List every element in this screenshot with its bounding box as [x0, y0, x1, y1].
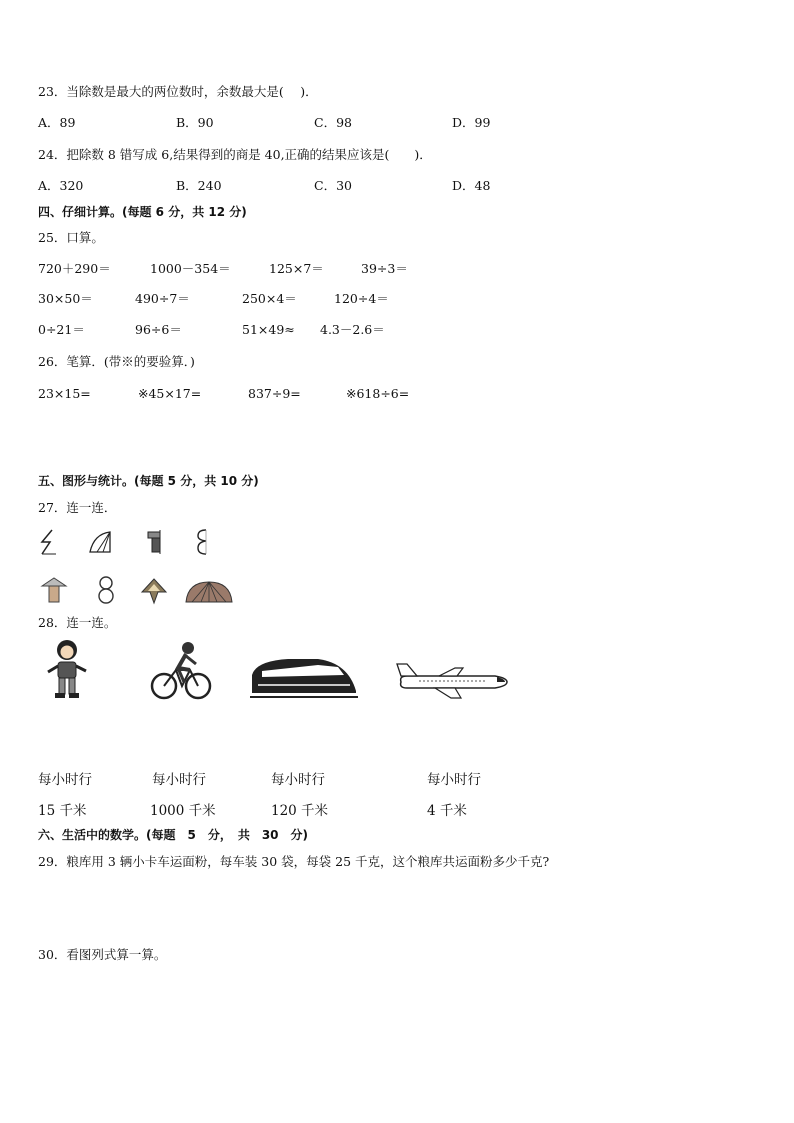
- q26-item: 837÷9=: [248, 386, 301, 401]
- q28-speed-labels: [0, 772, 794, 788]
- q25-row-3: [0, 322, 794, 338]
- q24-stem: 24．把除数 8 错写成 6,结果得到的商是 40,正确的结果应该是( )．: [38, 147, 432, 162]
- q23-option-b: B．90: [176, 115, 214, 130]
- q23-option-d: D．99: [452, 115, 491, 130]
- half-lightning-icon: [38, 528, 60, 556]
- q25-item: 125×7＝: [269, 261, 324, 276]
- half-umbrella-icon: [88, 530, 114, 554]
- section-4-title: 四、仔细计算。(每题 6 分，共 12 分): [38, 205, 247, 219]
- q25-stem: 25．口算。: [38, 230, 104, 245]
- q28-stem: 28．连一连。: [38, 615, 117, 630]
- cyclist-icon: [150, 640, 212, 702]
- q25-row-1: [0, 261, 794, 277]
- q25-item: 1000－354＝: [150, 261, 231, 276]
- q25-item: 96÷6＝: [135, 322, 182, 337]
- section-5-title: 五、图形与统计。(每题 5 分，共 10 分): [38, 474, 259, 488]
- q25-item: 490÷7＝: [135, 291, 190, 306]
- q24-option-c: C．30: [314, 178, 352, 193]
- q24-option-a: A．320: [38, 178, 84, 193]
- q28-speed-values: [0, 803, 794, 819]
- q25-item: 51×49≈: [242, 322, 295, 337]
- q23-stem: 23．当除数是最大的两位数时，余数最大是( )．: [38, 84, 318, 99]
- q25-item: 720＋290＝: [38, 261, 111, 276]
- q24-option-d: D．48: [452, 178, 491, 193]
- q25-item: 39÷3＝: [361, 261, 408, 276]
- full-umbrella-icon: [184, 580, 234, 604]
- speed-value: 1000 千米: [150, 803, 216, 819]
- speed-label: 每小时行: [38, 772, 92, 788]
- high-speed-train-icon: [248, 655, 358, 700]
- speed-value: 15 千米: [38, 803, 87, 819]
- q23-option-a: A．89: [38, 115, 76, 130]
- q26-stem: 26．笔算．(带※的要验算．): [38, 354, 195, 369]
- section-6-title: 六、生活中的数学。(每题 5 分， 共 30 分): [38, 828, 309, 842]
- q29-stem: 29．粮库用 3 辆小卡车运面粉，每车装 30 袋，每袋 25 千克，这个粮库共运面粉多少千克?: [38, 854, 550, 869]
- speed-label: 每小时行: [271, 772, 325, 788]
- full-lightning-icon: [140, 578, 168, 604]
- full-eight-icon: [96, 575, 116, 605]
- q25-row-2: [0, 291, 794, 307]
- speed-label: 每小时行: [152, 772, 206, 788]
- q25-item: 250×4＝: [242, 291, 297, 306]
- q25-item: 30×50＝: [38, 291, 93, 306]
- speed-value: 4 千米: [427, 803, 467, 819]
- full-house-icon: [40, 576, 68, 604]
- q23-option-c: C．98: [314, 115, 352, 130]
- q26-item: 23×15=: [38, 386, 91, 401]
- half-eight-icon: [196, 528, 210, 556]
- speed-label: 每小时行: [427, 772, 481, 788]
- q23-options: [0, 115, 794, 131]
- q26-items: [0, 386, 794, 402]
- q27-stem: 27．连一连．: [38, 500, 117, 515]
- speed-value: 120 千米: [271, 803, 329, 819]
- q25-item: 4.3－2.6＝: [320, 322, 385, 337]
- q25-item: 0÷21＝: [38, 322, 85, 337]
- q26-item: ※45×17=: [138, 386, 202, 401]
- airplane-icon: [395, 660, 510, 700]
- q25-item: 120÷4＝: [334, 291, 389, 306]
- walking-child-icon: [44, 638, 90, 700]
- half-house-icon: [146, 528, 164, 556]
- q24-options: [0, 178, 794, 194]
- q24-option-b: B．240: [176, 178, 222, 193]
- q26-item: ※618÷6=: [346, 386, 410, 401]
- q30-stem: 30．看图列式算一算。: [38, 947, 167, 962]
